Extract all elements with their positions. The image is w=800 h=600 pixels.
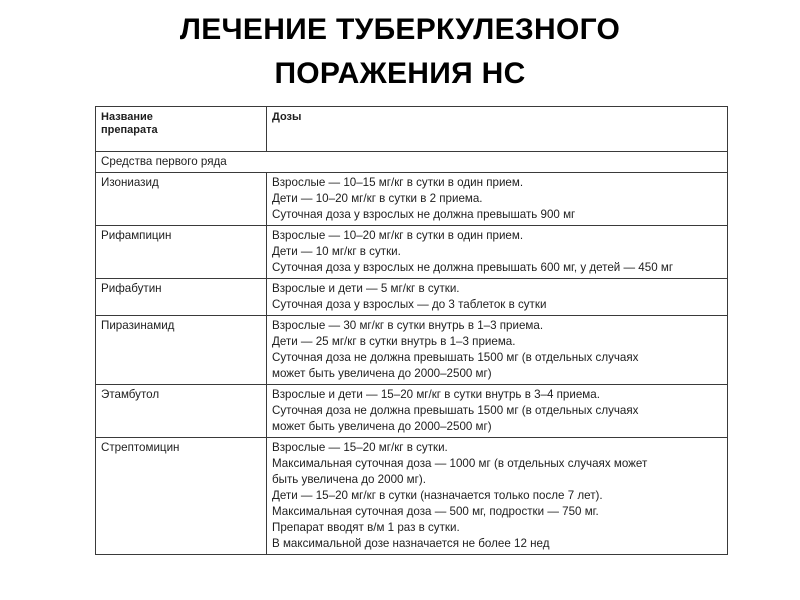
table-row — [96, 438, 728, 555]
dose-line: Дети — 15–20 мг/кг в сутки (назначается только после 7 лет). — [272, 489, 603, 502]
drug-name-cell: Рифабутин — [96, 279, 267, 316]
dose-line: В максимальной дозе назначается не более 12 нед — [272, 537, 550, 550]
dose-cell — [267, 385, 728, 438]
drug-name-cell: Рифампицин — [96, 226, 267, 279]
dose-line: Дети — 25 мг/кг в сутки внутрь в 1–3 приема. — [272, 335, 516, 348]
dose-line: Препарат вводят в/м 1 раз в сутки. — [272, 521, 460, 534]
dose-line: Взрослые — 10–20 мг/кг в сутки в один прием. — [272, 229, 524, 242]
dose-cell — [267, 438, 728, 555]
table-row — [96, 226, 728, 279]
dose-line: быть увеличена до 2000 мг). — [272, 473, 426, 486]
drug-name-cell: Этамбутол — [96, 385, 267, 438]
section-label: Средства первого ряда — [96, 152, 728, 173]
dose-line: Суточная доза не должна превышать 1500 мг (в отдельных случаях — [272, 351, 639, 364]
drug-name-cell: Стрептомицин — [96, 438, 267, 555]
header-doses: Дозы — [267, 107, 728, 152]
table-row — [96, 385, 728, 438]
dosage-table — [95, 106, 728, 555]
dose-line: может быть увеличена до 2000–2500 мг) — [272, 367, 492, 380]
drug-name-cell: Изониазид — [96, 173, 267, 226]
table-header-row — [96, 107, 728, 152]
slide-title — [0, 8, 800, 96]
dose-line: Взрослые и дети — 5 мг/кг в сутки. — [272, 282, 460, 295]
table-row — [96, 173, 728, 226]
dose-line: Дети — 10 мг/кг в сутки. — [272, 245, 401, 258]
dose-cell — [267, 173, 728, 226]
slide-title-line-1: ЛЕЧЕНИЕ ТУБЕРКУЛЕЗНОГО — [179, 13, 621, 46]
table-row — [96, 316, 728, 385]
dose-cell — [267, 226, 728, 279]
drug-name-cell: Пиразинамид — [96, 316, 267, 385]
dose-line: Взрослые и дети — 15–20 мг/кг в сутки внутрь в 3–4 приема. — [272, 388, 600, 401]
dose-line: Взрослые — 30 мг/кг в сутки внутрь в 1–3 приема. — [272, 319, 544, 332]
dose-cell — [267, 279, 728, 316]
dose-line: Суточная доза у взрослых — до 3 таблеток в сутки — [272, 298, 547, 311]
table-body — [96, 152, 728, 555]
slide-title-line-2: ПОРАЖЕНИЯ НС — [274, 57, 526, 90]
dose-line: Взрослые — 10–15 мг/кг в сутки в один прием. — [272, 176, 524, 189]
dose-cell — [267, 316, 728, 385]
header-drug-name-line-1: Название — [101, 111, 153, 123]
dose-line: Взрослые — 15–20 мг/кг в сутки. — [272, 441, 448, 454]
dose-line: Суточная доза у взрослых не должна превышать 600 мг, у детей — 450 мг — [272, 261, 674, 274]
dose-line: Максимальная суточная доза — 1000 мг (в отдельных случаях может — [272, 457, 648, 470]
table-row — [96, 279, 728, 316]
header-drug-name — [96, 107, 267, 152]
dose-line: может быть увеличена до 2000–2500 мг) — [272, 420, 492, 433]
dose-line: Дети — 10–20 мг/кг в сутки в 2 приема. — [272, 192, 483, 205]
dose-line: Суточная доза не должна превышать 1500 мг (в отдельных случаях — [272, 404, 639, 417]
section-row — [96, 152, 728, 173]
dose-line: Максимальная суточная доза — 500 мг, подростки — 750 мг. — [272, 505, 599, 518]
header-drug-name-line-2: препарата — [101, 124, 158, 136]
dose-line: Суточная доза у взрослых не должна превышать 900 мг — [272, 208, 576, 221]
